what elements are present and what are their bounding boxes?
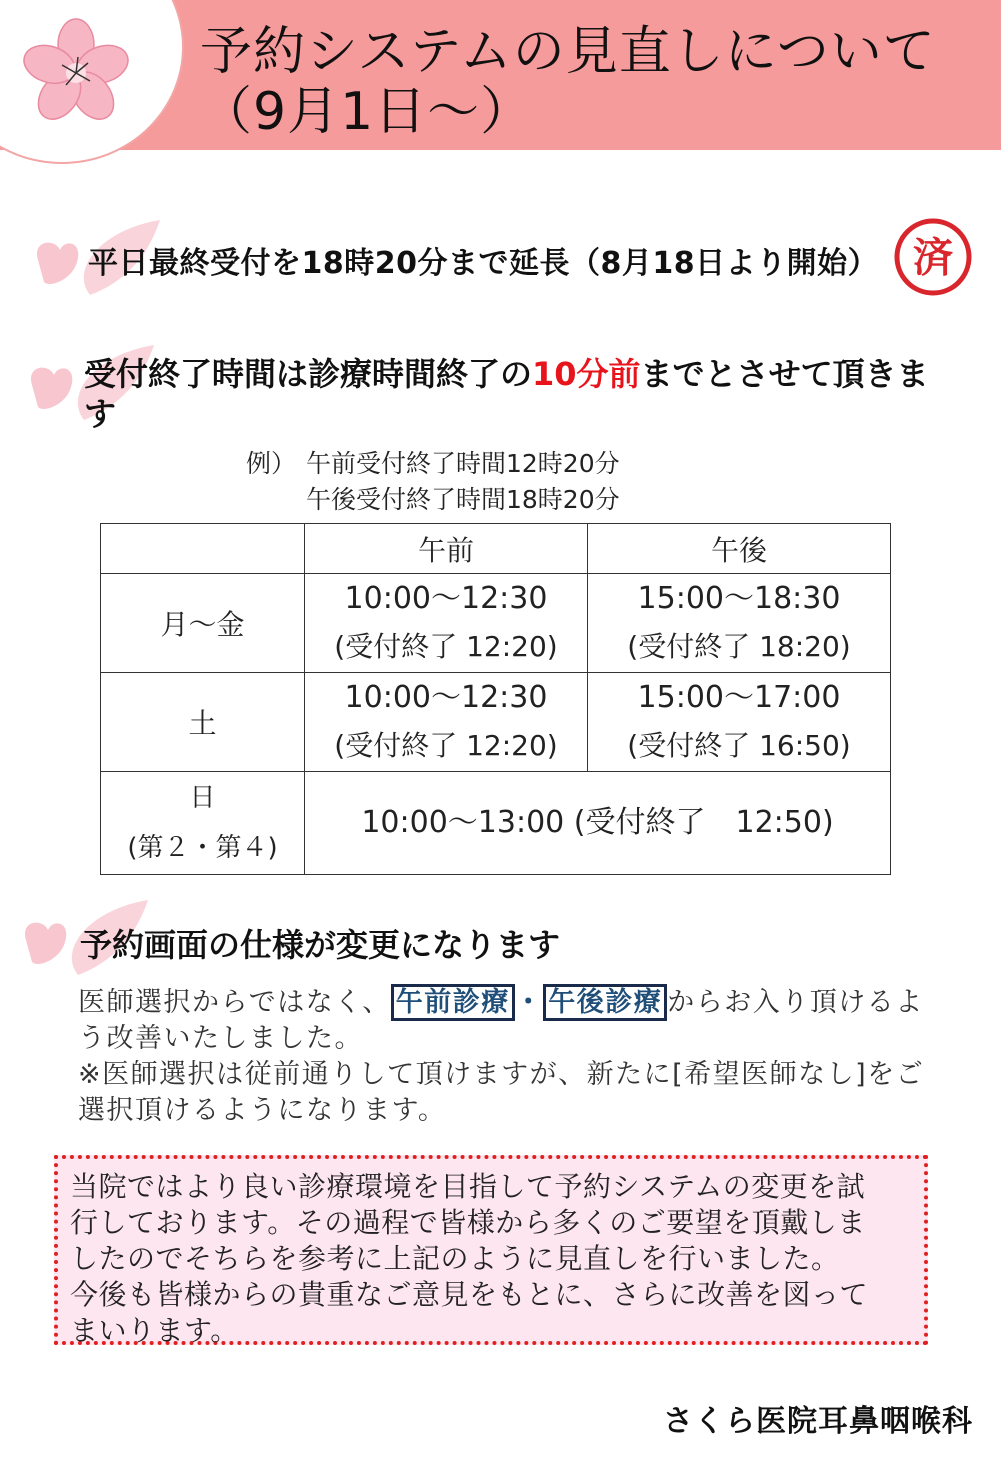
notice-line: 今後も皆様からの貴重なご意見をもとに、さらに改善を図って — [70, 1278, 869, 1311]
page-title — [200, 22, 936, 142]
table-header-cell — [101, 524, 305, 574]
sunday-hours-text: 10:00～13:00 (受付終了 12:50) — [361, 804, 834, 840]
pm-booking-label: 午後診療 — [543, 984, 667, 1021]
day-cell — [101, 771, 305, 874]
sunday-sub: (第２・第４) — [127, 832, 278, 863]
notice-line: まいります。 — [70, 1314, 239, 1347]
done-stamp — [892, 216, 974, 298]
spec-text — [78, 985, 928, 1129]
pm-note: (受付終了 16:50) — [627, 728, 851, 762]
table-row — [101, 672, 891, 771]
am-booking-label: 午前診療 — [391, 984, 515, 1021]
section2-text-before: 受付終了時間は診療時間終了の — [84, 355, 533, 393]
am-cell — [305, 672, 588, 771]
day-cell: 土 — [101, 672, 305, 771]
am-note: (受付終了 12:20) — [334, 629, 558, 663]
pm-time: 15:00～18:30 — [637, 580, 841, 616]
notice-line: したのでそちらを参考に上記のように見直しを行いました。 — [70, 1242, 840, 1275]
notice-line: 行しております。その過程で皆様から多くのご要望を頂戴しま — [70, 1206, 866, 1239]
am-time: 10:00～12:30 — [344, 580, 548, 616]
example-block — [246, 446, 620, 518]
am-cell — [305, 574, 588, 673]
section2-text-after: までとさせて頂きます — [84, 355, 929, 433]
section2-highlight: 10分前 — [532, 355, 641, 393]
sunday-label: 日 — [189, 782, 216, 813]
spec-p2: ※医師選択は従前通りして頂けますが、新たに[希望医師なし]をご選択頂けるようになります。 — [78, 1059, 925, 1126]
example-line1: 午前受付終了時間12時20分 — [306, 449, 620, 478]
spec-p1-after: からお入り頂けるよう改善いたしました。 — [78, 987, 924, 1054]
notice-line: 当院ではより良い診療環境を目指して予約システムの変更を試 — [70, 1170, 866, 1203]
spec-p1-before: 医師選択からではなく、 — [78, 987, 391, 1018]
clinic-name: さくら医院耳鼻咽喉科 — [663, 1404, 973, 1439]
example-line2: 午後受付終了時間18時20分 — [306, 485, 620, 514]
table-header-pm: 午後 — [588, 524, 891, 574]
am-time: 10:00～12:30 — [344, 679, 548, 715]
table-row — [101, 574, 891, 673]
title-line1: 予約システムの見直しについて — [200, 22, 936, 82]
notice-box — [54, 1155, 928, 1345]
table-header-am: 午前 — [305, 524, 588, 574]
pm-note: (受付終了 18:20) — [627, 629, 851, 663]
title-line2: （9月1日～） — [200, 82, 534, 142]
section3-title: 予約画面の仕様が変更になります — [80, 926, 561, 964]
day-cell: 月～金 — [101, 574, 305, 673]
pm-time: 15:00～17:00 — [637, 679, 841, 715]
section1-text: 平日最終受付を18時20分まで延長（8月18日より開始） — [88, 246, 879, 281]
cherry-blossom-icon — [16, 18, 138, 128]
example-label: 例） — [246, 449, 297, 478]
table-header-row — [101, 524, 891, 574]
section2-text — [84, 354, 944, 434]
spec-separator: ・ — [514, 987, 544, 1018]
hours-table — [100, 523, 891, 875]
stamp-text: 済 — [913, 235, 953, 281]
am-note: (受付終了 12:20) — [334, 728, 558, 762]
sunday-hours — [305, 771, 891, 874]
table-row-sunday — [101, 771, 891, 874]
pm-cell — [588, 672, 891, 771]
pm-cell — [588, 574, 891, 673]
